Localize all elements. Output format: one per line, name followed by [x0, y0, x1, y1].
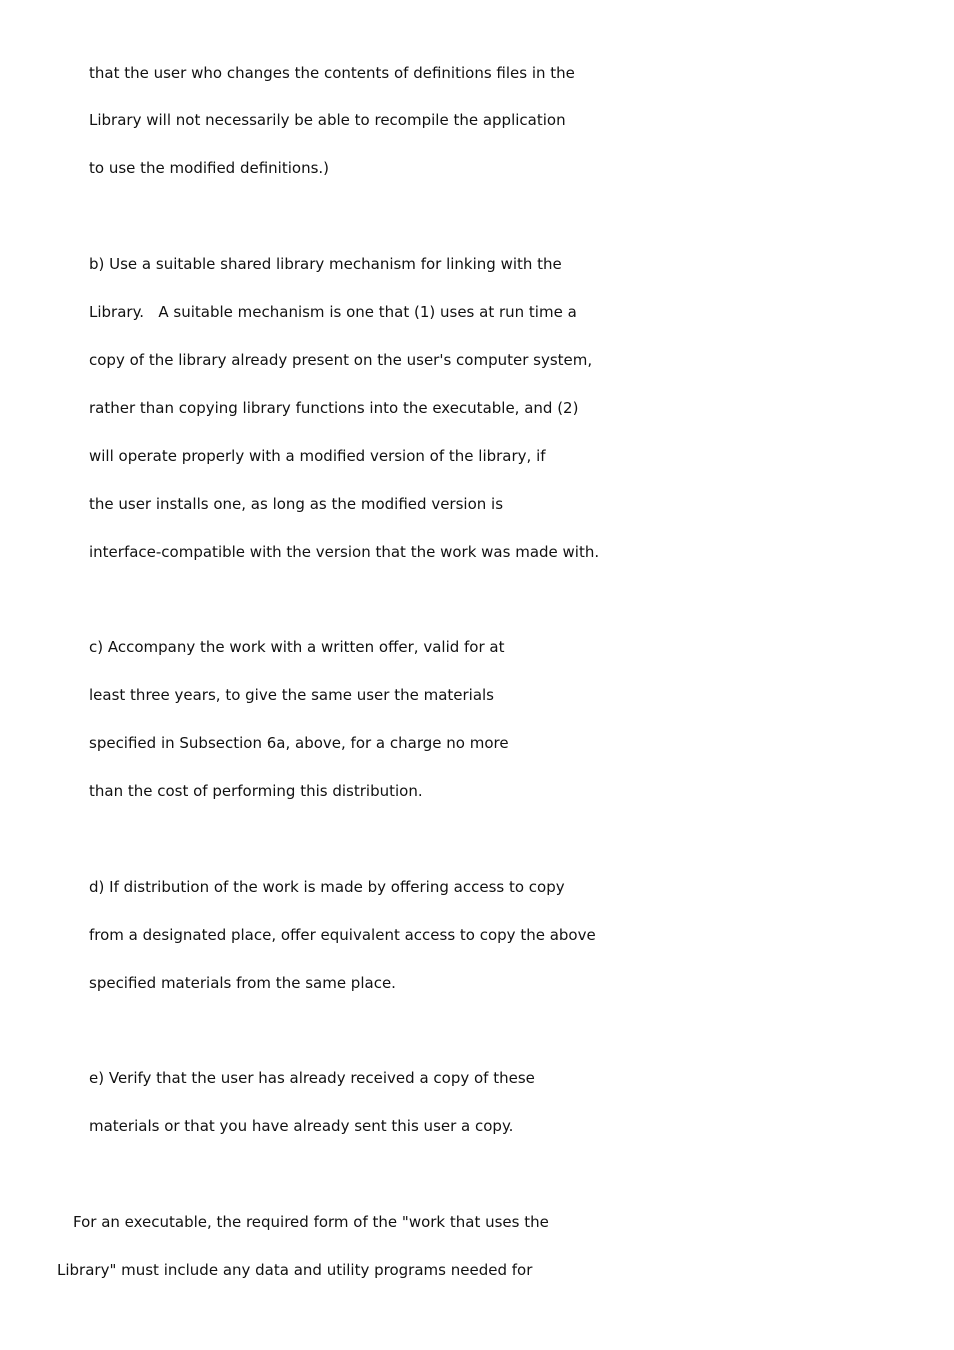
- text-line: least three years, to give the same user the materials: [89, 686, 494, 704]
- text-line: e) Verify that the user has already received a copy of these: [89, 1069, 535, 1087]
- text-line: specified in Subsection 6a, above, for a charge no more: [89, 734, 509, 752]
- text-line: than the cost of performing this distribution.: [89, 782, 423, 800]
- text-line: specified materials from the same place.: [89, 974, 396, 992]
- text-line: rather than copying library functions into the executable, and (2): [89, 399, 579, 417]
- text-line: Library. A suitable mechanism is one that (1) uses at run time a: [89, 303, 577, 321]
- text-line: Library" must include any data and utility programs needed for: [57, 1261, 533, 1279]
- text-line: interface-compatible with the version that the work was made with.: [89, 543, 600, 561]
- text-line: For an executable, the required form of the "work that uses the: [73, 1213, 549, 1231]
- text-line: b) Use a suitable shared library mechanism for linking with the: [89, 255, 562, 273]
- text-line: to use the modified definitions.): [89, 159, 330, 177]
- text-line: d) If distribution of the work is made by offering access to copy: [89, 878, 565, 896]
- text-line: the user installs one, as long as the modified version is: [89, 495, 504, 513]
- text-line: that the user who changes the contents of definitions files in the: [89, 64, 575, 82]
- text-line: materials or that you have already sent this user a copy.: [89, 1117, 514, 1135]
- text-line: c) Accompany the work with a written offer, valid for at: [89, 638, 505, 656]
- text-line: copy of the library already present on the user's computer system,: [89, 351, 593, 369]
- text-line: from a designated place, offer equivalent access to copy the above: [89, 926, 596, 944]
- text-line: Library will not necessarily be able to recompile the application: [89, 111, 566, 129]
- text-line: will operate properly with a modified version of the library, if: [89, 447, 546, 465]
